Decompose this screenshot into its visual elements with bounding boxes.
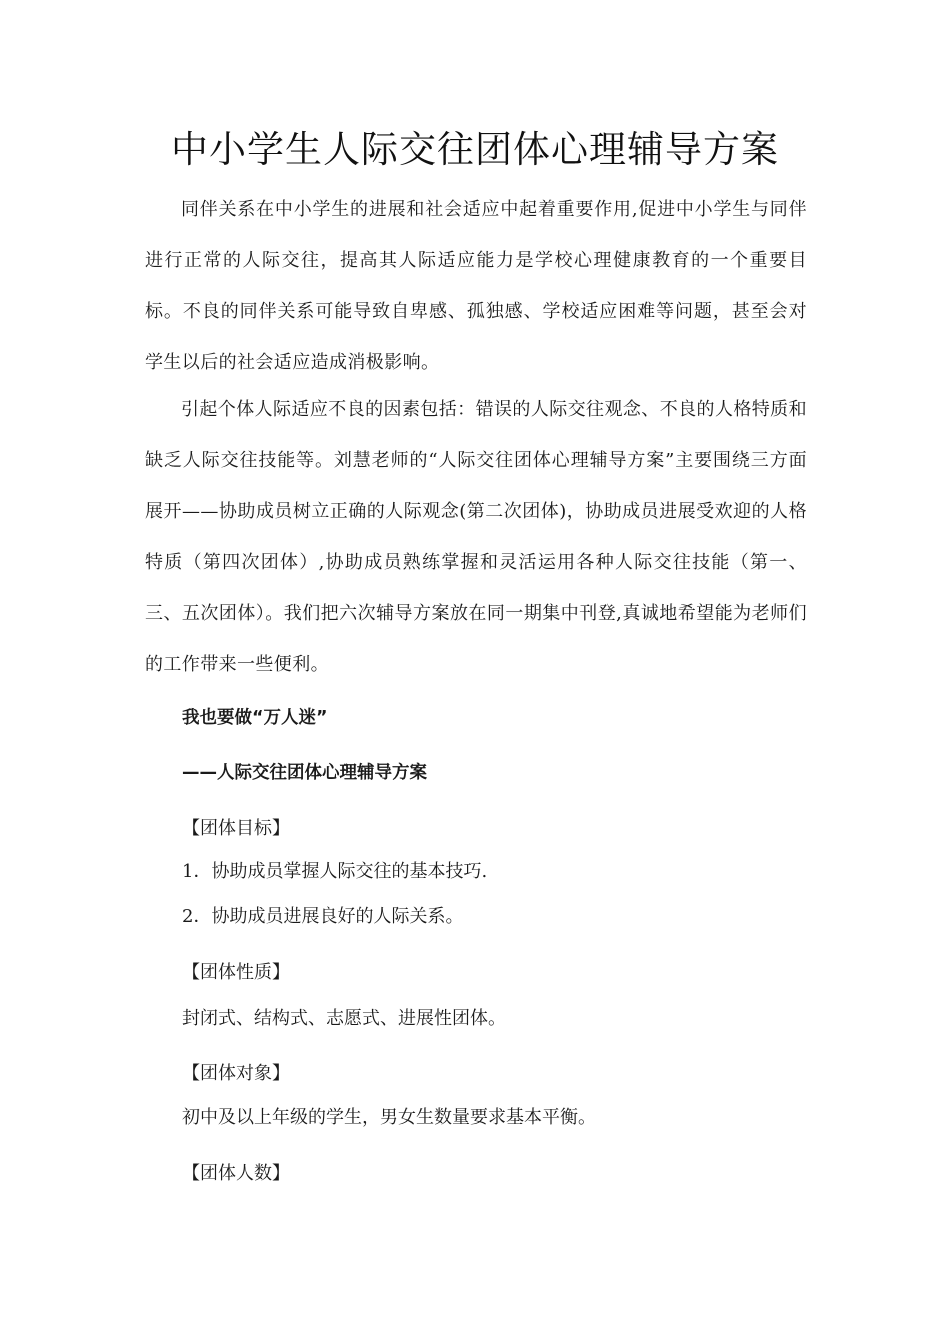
plan-title: 我也要做“万人迷” [182, 708, 328, 728]
goal-item-1: 1．协助成员掌握人际交往的基本技巧. [182, 861, 488, 882]
intro-paragraph-1: 同伴关系在中小学生的进展和社会适应中起着重要作用,促进中小学生与同伴进行正常的人际交往，提高其人际适应能力是学校心理健康教育的一个重要目标。不良的同伴关系可能导致自卑感、孤独感、学校适应困难等问题，甚至会对学生以后的社会适应造成消极影响。 [145, 199, 807, 373]
section-heading-nature: 【团体性质】 [182, 962, 290, 983]
intro-paragraph-2: 引起个体人际适应不良的因素包括：错误的人际交往观念、不良的人格特质和缺乏人际交往技能等。刘慧老师的“人际交往团体心理辅导方案”主要围绕三方面展开——协助成员树立正确的人际观念(第二次团体)，协助成员进展受欢迎的人格特质（第四次团体）,协助成员熟练掌握和灵活运用各种人际交往技能（第一、三、五次团体）。我们把六次辅导方案放在同一期集中刊登,真诚地希望能为老师们的工作带来一些便利。 [145, 399, 807, 675]
section-heading-goal: 【团体目标】 [182, 818, 290, 839]
section-heading-size: 【团体人数】 [182, 1163, 290, 1184]
target-text: 初中及以上年级的学生，男女生数量要求基本平衡。 [182, 1107, 596, 1128]
section-heading-target: 【团体对象】 [182, 1063, 290, 1084]
nature-text: 封闭式、结构式、志愿式、进展性团体。 [182, 1008, 506, 1029]
goal-item-2: 2．协助成员进展良好的人际关系。 [182, 906, 464, 927]
document-title: 中小学生人际交往团体心理辅导方案 [171, 128, 779, 171]
plan-subtitle: ——人际交往团体心理辅导方案 [182, 763, 427, 783]
